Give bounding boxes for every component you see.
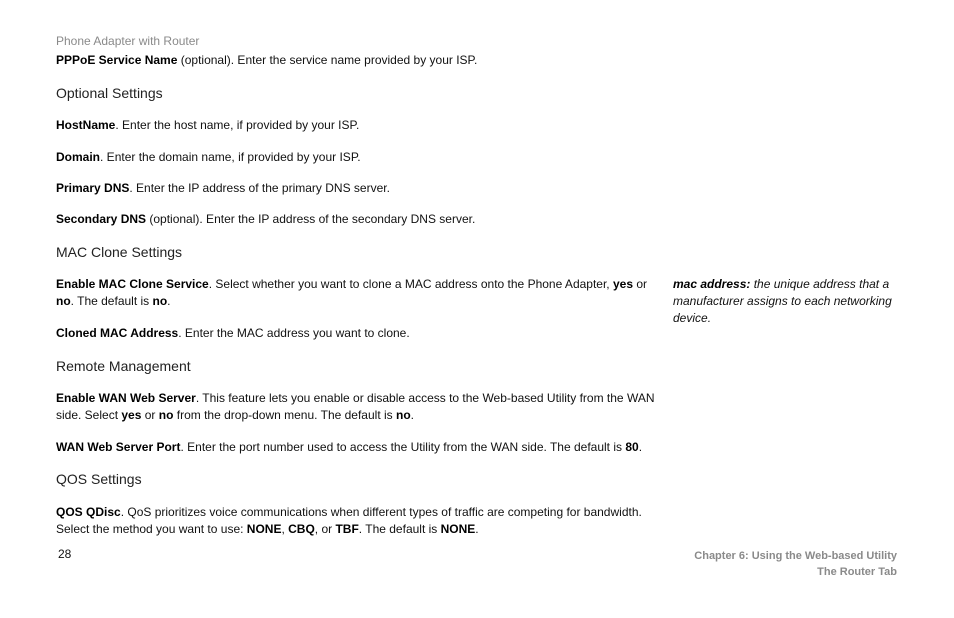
glossary-definition: the unique address that a manufacturer assigns to each networking device. xyxy=(673,277,892,325)
connector: or xyxy=(633,277,648,291)
term: Cloned MAC Address xyxy=(56,326,179,340)
enable-wan-web-server-item xyxy=(56,390,660,424)
chapter-title: Chapter 6: Using the Web-based Utility xyxy=(694,550,897,562)
description: (optional). Enter the service name provided by your ISP. xyxy=(177,53,478,67)
primary-dns-item xyxy=(56,180,660,197)
default-value: NONE xyxy=(440,522,476,536)
heading-qos-settings: QOS Settings xyxy=(56,471,142,487)
description: . The default is xyxy=(358,522,441,536)
option-none: NONE xyxy=(246,522,282,536)
heading-mac-clone-settings: MAC Clone Settings xyxy=(56,244,183,260)
separator: , xyxy=(281,522,289,536)
term: Primary DNS xyxy=(56,181,130,195)
period: . xyxy=(167,294,171,308)
description: . Enter the domain name, if provided by your ISP. xyxy=(100,150,361,164)
wan-web-server-port-item xyxy=(56,439,660,456)
cloned-mac-address-item xyxy=(56,325,660,342)
enable-mac-clone-item xyxy=(56,276,660,310)
description: (optional). Enter the IP address of the secondary DNS server. xyxy=(146,212,476,226)
period: . xyxy=(475,522,479,536)
term: Enable MAC Clone Service xyxy=(56,277,209,291)
separator: , or xyxy=(314,522,336,536)
description: . Enter the port number used to access the Utility from the WAN side. The default is xyxy=(180,440,626,454)
running-footer xyxy=(694,548,897,580)
secondary-dns-item xyxy=(56,211,660,228)
pppoe-service-name-item xyxy=(56,52,660,69)
period: . xyxy=(410,408,414,422)
term: HostName xyxy=(56,118,116,132)
description: . This feature lets you enable or disable access to the Web-based Utility from the WAN side. Select xyxy=(56,391,655,422)
section-title: The Router Tab xyxy=(817,566,897,578)
connector: or xyxy=(141,408,159,422)
domain-item xyxy=(56,149,660,166)
heading-optional-settings: Optional Settings xyxy=(56,85,163,101)
term: Domain xyxy=(56,150,101,164)
heading-remote-management: Remote Management xyxy=(56,358,191,374)
description: . Select whether you want to clone a MAC address onto the Phone Adapter, xyxy=(208,277,613,291)
running-header: Phone Adapter with Router xyxy=(56,34,200,48)
default-value: no xyxy=(152,294,168,308)
option-no: no xyxy=(56,294,71,308)
option-yes: yes xyxy=(612,277,633,291)
term: WAN Web Server Port xyxy=(56,440,181,454)
default-value: 80 xyxy=(625,440,639,454)
description: . Enter the MAC address you want to clone. xyxy=(178,326,410,340)
qos-qdisc-item xyxy=(56,504,660,538)
term: PPPoE Service Name xyxy=(56,53,178,67)
page-number: 28 xyxy=(58,547,72,561)
default-value: no xyxy=(395,408,411,422)
description: . Enter the IP address of the primary DNS server. xyxy=(129,181,390,195)
option-no: no xyxy=(158,408,174,422)
description: . QoS prioritizes voice communications when different types of traffic are competing for bandwidth. Select the method you want to use: xyxy=(56,505,642,536)
description: . Enter the host name, if provided by your ISP. xyxy=(115,118,360,132)
hostname-item xyxy=(56,117,660,134)
option-yes: yes xyxy=(121,408,142,422)
option-tbf: TBF xyxy=(335,522,359,536)
term: Enable WAN Web Server xyxy=(56,391,196,405)
description: . The default is xyxy=(70,294,153,308)
period: . xyxy=(638,440,643,454)
term: Secondary DNS xyxy=(56,212,147,226)
glossary-term: mac address: xyxy=(673,277,751,291)
description: from the drop-down menu. The default is xyxy=(173,408,396,422)
term: QOS QDisc xyxy=(56,505,121,519)
glossary-sidenote xyxy=(673,276,909,327)
option-cbq: CBQ xyxy=(288,522,315,536)
